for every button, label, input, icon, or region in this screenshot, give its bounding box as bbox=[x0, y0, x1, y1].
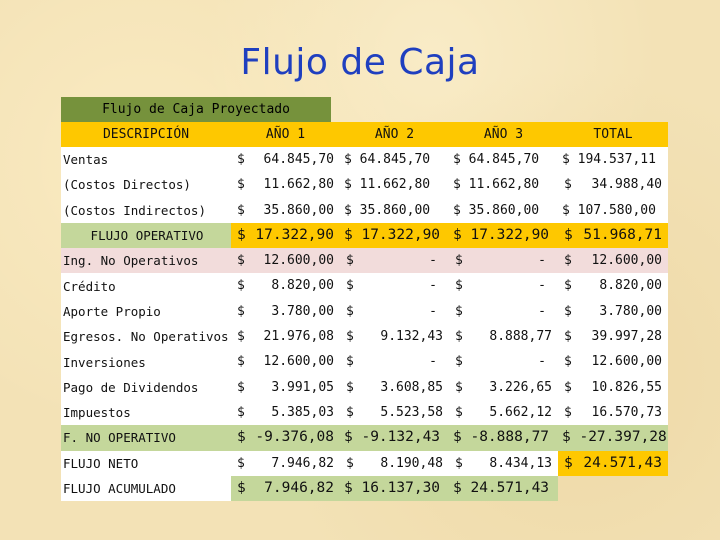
value-cell bbox=[449, 223, 558, 248]
cell-amount: - bbox=[538, 354, 546, 370]
cell-currency: $ bbox=[237, 429, 246, 446]
cell-currency: $ bbox=[455, 354, 463, 370]
row-label: Impuestos bbox=[61, 400, 231, 425]
cell-currency: $ bbox=[564, 329, 572, 345]
row-label: Ing. No Operativos bbox=[61, 248, 231, 273]
value-cell bbox=[558, 198, 668, 223]
row-label: Pago de Dividendos bbox=[61, 375, 231, 400]
cell-currency: $ bbox=[564, 278, 572, 294]
cell-currency: $ bbox=[564, 454, 573, 471]
row-label: (Costos Directos) bbox=[61, 172, 231, 197]
row-label: FLUJO OPERATIVO bbox=[61, 223, 231, 248]
cell-currency: $ 11.662,80 bbox=[344, 177, 431, 193]
value-cell bbox=[558, 425, 668, 450]
value-cell bbox=[340, 451, 449, 476]
value-cell bbox=[231, 349, 340, 374]
value-cell bbox=[449, 324, 558, 349]
value-cell bbox=[340, 375, 449, 400]
value-cell bbox=[340, 349, 449, 374]
page-title: Flujo de Caja bbox=[240, 42, 480, 83]
cell-amount: - bbox=[538, 303, 546, 319]
value-cell bbox=[231, 273, 340, 298]
value-cell bbox=[449, 147, 558, 172]
value-cell bbox=[558, 375, 668, 400]
value-cell bbox=[231, 400, 340, 425]
cell-amount: 3.608,85 bbox=[380, 379, 443, 395]
value-cell bbox=[558, 476, 668, 501]
cell-amount: 7.946,82 bbox=[264, 479, 334, 496]
cell-amount: 8.820,00 bbox=[599, 278, 662, 294]
cell-currency: $ bbox=[564, 177, 572, 193]
cell-currency: $ bbox=[346, 455, 354, 471]
value-cell bbox=[449, 451, 558, 476]
cell-currency: $ bbox=[237, 278, 245, 294]
header-description: DESCRIPCIÓN bbox=[61, 122, 231, 147]
value-cell bbox=[231, 198, 340, 223]
value-cell bbox=[449, 375, 558, 400]
header-row bbox=[61, 122, 668, 147]
row-label: Inversiones bbox=[61, 349, 231, 374]
cell-amount: 51.968,71 bbox=[583, 226, 662, 243]
value-cell bbox=[449, 299, 558, 324]
cell-amount: - bbox=[429, 278, 437, 294]
cell-currency: $ bbox=[564, 354, 572, 370]
cell-currency: $ bbox=[455, 253, 463, 269]
table-row bbox=[61, 349, 668, 374]
table-row bbox=[61, 425, 668, 450]
cell-amount: - bbox=[538, 253, 546, 269]
cell-amount: 21.976,08 bbox=[263, 329, 334, 345]
cell-currency: $ 35.860,00 bbox=[344, 202, 431, 218]
table-row bbox=[61, 248, 668, 273]
cell-amount: 3.780,00 bbox=[271, 303, 334, 319]
value-cell bbox=[449, 172, 558, 197]
table-row bbox=[61, 400, 668, 425]
value-cell bbox=[558, 324, 668, 349]
value-cell bbox=[340, 324, 449, 349]
cell-amount: 9.132,43 bbox=[380, 329, 443, 345]
value-cell bbox=[449, 273, 558, 298]
value-cell bbox=[558, 273, 668, 298]
cell-currency: $ bbox=[455, 455, 463, 471]
cell-amount: - bbox=[538, 278, 546, 294]
cell-currency: $ bbox=[455, 404, 463, 420]
cell-currency: $ -27.397,28 bbox=[562, 429, 667, 446]
cell-amount: 64.845,70 bbox=[263, 152, 334, 167]
cell-currency: $ bbox=[346, 303, 354, 319]
cell-currency: $ bbox=[455, 278, 463, 294]
cell-currency: $ 35.860,00 bbox=[453, 202, 540, 218]
table-row bbox=[61, 476, 668, 501]
value-cell bbox=[340, 147, 449, 172]
table-row bbox=[61, 375, 668, 400]
cell-amount: - bbox=[429, 303, 437, 319]
cell-amount: 5.523,58 bbox=[380, 404, 443, 420]
cell-currency: $ bbox=[237, 404, 245, 420]
cell-amount: 17.322,90 bbox=[255, 226, 334, 243]
cell-amount: - bbox=[429, 354, 437, 370]
cell-currency: $ bbox=[346, 329, 354, 345]
cell-amount: 35.860,00 bbox=[263, 202, 334, 218]
value-cell bbox=[340, 425, 449, 450]
cell-amount: 12.600,00 bbox=[263, 354, 334, 370]
row-label: Crédito bbox=[61, 273, 231, 298]
value-cell bbox=[558, 248, 668, 273]
row-label: FLUJO ACUMULADO bbox=[61, 476, 231, 501]
cell-amount: 10.826,55 bbox=[591, 379, 662, 395]
table-row bbox=[61, 451, 668, 476]
value-cell bbox=[449, 425, 558, 450]
cell-currency: $ 64.845,70 bbox=[453, 152, 540, 167]
cell-currency: $ bbox=[237, 226, 246, 243]
cell-amount: 3.226,65 bbox=[489, 379, 552, 395]
cell-amount: 11.662,80 bbox=[263, 177, 334, 193]
value-cell bbox=[231, 451, 340, 476]
cell-currency: $ 64.845,70 bbox=[344, 152, 431, 167]
value-cell bbox=[340, 172, 449, 197]
cell-amount: 5.662,12 bbox=[489, 404, 552, 420]
cell-amount: 12.600,00 bbox=[263, 253, 334, 269]
row-label: Ventas bbox=[61, 147, 231, 172]
cell-amount: 8.820,00 bbox=[271, 278, 334, 294]
value-cell bbox=[231, 299, 340, 324]
cell-currency: $ 194.537,11 bbox=[562, 152, 656, 167]
cell-currency: $ bbox=[237, 479, 246, 496]
header-year-1: AÑO 1 bbox=[231, 122, 340, 147]
cell-amount: 12.600,00 bbox=[591, 253, 662, 269]
cell-amount: 7.946,82 bbox=[271, 455, 334, 471]
cell-amount: 8.434,13 bbox=[489, 455, 552, 471]
cell-currency: $ 16.137,30 bbox=[344, 479, 441, 496]
cell-currency: $ bbox=[346, 404, 354, 420]
cell-amount: 34.988,40 bbox=[591, 177, 662, 193]
cell-currency: $ bbox=[237, 253, 245, 269]
cell-currency: $ 17.322,90 bbox=[344, 226, 441, 243]
row-label: (Costos Indirectos) bbox=[61, 198, 231, 223]
cell-currency: $ bbox=[237, 455, 245, 471]
cell-currency: $ bbox=[237, 152, 245, 167]
cell-currency: $ bbox=[237, 354, 245, 370]
row-label: F. NO OPERATIVO bbox=[61, 425, 231, 450]
value-cell bbox=[558, 299, 668, 324]
cell-currency: $ bbox=[346, 379, 354, 395]
value-cell bbox=[449, 349, 558, 374]
cell-amount: 39.997,28 bbox=[591, 329, 662, 345]
cell-currency: $ 11.662,80 bbox=[453, 177, 540, 193]
row-label: Egresos. No Operativos bbox=[61, 324, 231, 349]
value-cell bbox=[231, 248, 340, 273]
row-label: FLUJO NETO bbox=[61, 451, 231, 476]
value-cell bbox=[340, 223, 449, 248]
header-year-3: AÑO 3 bbox=[449, 122, 558, 147]
value-cell bbox=[231, 425, 340, 450]
cell-amount: 3.780,00 bbox=[599, 303, 662, 319]
cash-flow-table bbox=[61, 122, 668, 501]
table-row bbox=[61, 198, 668, 223]
header-total: TOTAL bbox=[558, 122, 668, 147]
cell-amount: 8.888,77 bbox=[489, 329, 552, 345]
cell-currency: $ bbox=[346, 278, 354, 294]
cell-currency: $ bbox=[237, 329, 245, 345]
table-row bbox=[61, 324, 668, 349]
value-cell bbox=[558, 349, 668, 374]
cell-currency: $ bbox=[564, 379, 572, 395]
value-cell bbox=[558, 400, 668, 425]
cell-amount: - bbox=[429, 253, 437, 269]
cell-amount: 16.570,73 bbox=[591, 404, 662, 420]
value-cell bbox=[340, 476, 449, 501]
value-cell bbox=[449, 400, 558, 425]
cell-currency: $ bbox=[564, 303, 572, 319]
value-cell bbox=[340, 198, 449, 223]
cell-currency: $ bbox=[564, 226, 573, 243]
value-cell bbox=[231, 375, 340, 400]
cell-currency: $ bbox=[346, 253, 354, 269]
value-cell bbox=[558, 223, 668, 248]
row-label: Aporte Propio bbox=[61, 299, 231, 324]
table-row bbox=[61, 147, 668, 172]
cell-currency: $ -8.888,77 bbox=[453, 429, 550, 446]
value-cell bbox=[231, 172, 340, 197]
cell-amount: 12.600,00 bbox=[591, 354, 662, 370]
cell-currency: $ bbox=[237, 379, 245, 395]
table-row bbox=[61, 172, 668, 197]
cell-amount: 24.571,43 bbox=[583, 454, 662, 471]
cell-currency: $ 24.571,43 bbox=[453, 479, 550, 496]
cell-currency: $ bbox=[346, 354, 354, 370]
value-cell bbox=[558, 172, 668, 197]
cell-currency: $ bbox=[455, 379, 463, 395]
cell-currency: $ 17.322,90 bbox=[453, 226, 550, 243]
value-cell bbox=[340, 299, 449, 324]
cell-currency: $ -9.132,43 bbox=[344, 429, 441, 446]
cell-currency: $ bbox=[237, 202, 245, 218]
cell-amount: 8.190,48 bbox=[380, 455, 443, 471]
cell-currency: $ bbox=[455, 303, 463, 319]
cell-amount: 5.385,03 bbox=[271, 404, 334, 420]
value-cell bbox=[558, 451, 668, 476]
value-cell bbox=[231, 147, 340, 172]
cell-currency: $ bbox=[564, 404, 572, 420]
cell-currency: $ bbox=[237, 177, 245, 193]
header-year-2: AÑO 2 bbox=[340, 122, 449, 147]
value-cell bbox=[449, 248, 558, 273]
cash-flow-sheet bbox=[61, 97, 668, 501]
value-cell bbox=[231, 476, 340, 501]
table-title: Flujo de Caja Proyectado bbox=[61, 97, 331, 122]
cell-currency: $ 107.580,00 bbox=[562, 202, 656, 218]
value-cell bbox=[340, 273, 449, 298]
value-cell bbox=[231, 324, 340, 349]
value-cell bbox=[449, 198, 558, 223]
value-cell bbox=[340, 400, 449, 425]
value-cell bbox=[449, 476, 558, 501]
cell-amount: 3.991,05 bbox=[271, 379, 334, 395]
table-row bbox=[61, 273, 668, 298]
cell-currency: $ bbox=[455, 329, 463, 345]
cell-currency: $ bbox=[237, 303, 245, 319]
cell-currency: $ bbox=[564, 253, 572, 269]
table-row bbox=[61, 223, 668, 248]
value-cell bbox=[558, 147, 668, 172]
value-cell bbox=[340, 248, 449, 273]
value-cell bbox=[231, 223, 340, 248]
table-row bbox=[61, 299, 668, 324]
cell-amount: -9.376,08 bbox=[255, 429, 334, 446]
